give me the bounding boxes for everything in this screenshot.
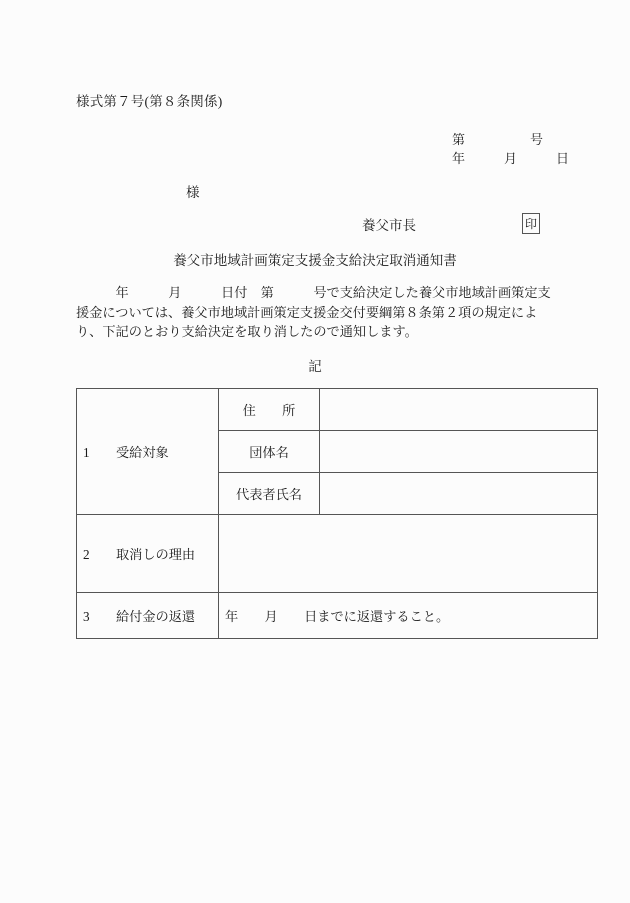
row-label-recipient: 1 受給対象 [77,389,219,515]
table-row [77,593,598,639]
details-table [76,388,598,639]
seal-stamp-icon: 印 [522,213,540,234]
addressee-honorific: 様 [186,185,200,200]
issuer-title: 養父市長 [362,218,416,233]
form-number: 様式第７号(第８条関係) [76,94,223,109]
value-cancellation-reason[interactable] [219,515,598,593]
table-row [77,389,598,431]
value-representative[interactable] [320,473,598,515]
document-number-field: 第 号 [452,132,544,147]
value-refund-deadline[interactable]: 年 月 日までに返還すること。 [219,593,598,639]
row-label-refund: 3 給付金の返還 [77,593,219,639]
sub-label-organization: 団体名 [219,431,320,473]
row-label-cancellation-reason: 2 取消しの理由 [77,515,219,593]
document-date-field: 年 月 日 [452,151,570,166]
value-address[interactable] [320,389,598,431]
table-row [77,515,598,593]
sub-label-address: 住 所 [219,389,320,431]
page-title: 養父市地域計画策定支援金支給決定取消通知書 [173,253,457,268]
record-marker: 記 [308,359,322,374]
body-paragraph: 年 月 日付 第 号で支給決定した養父市地域計画策定支援金については、養父市地域計画策定支援金交付要綱第８条第２項の規定により、下記のとおり支給決定を取り消したので通知します。 [76,285,551,339]
sub-label-representative: 代表者氏名 [219,473,320,515]
value-organization[interactable] [320,431,598,473]
